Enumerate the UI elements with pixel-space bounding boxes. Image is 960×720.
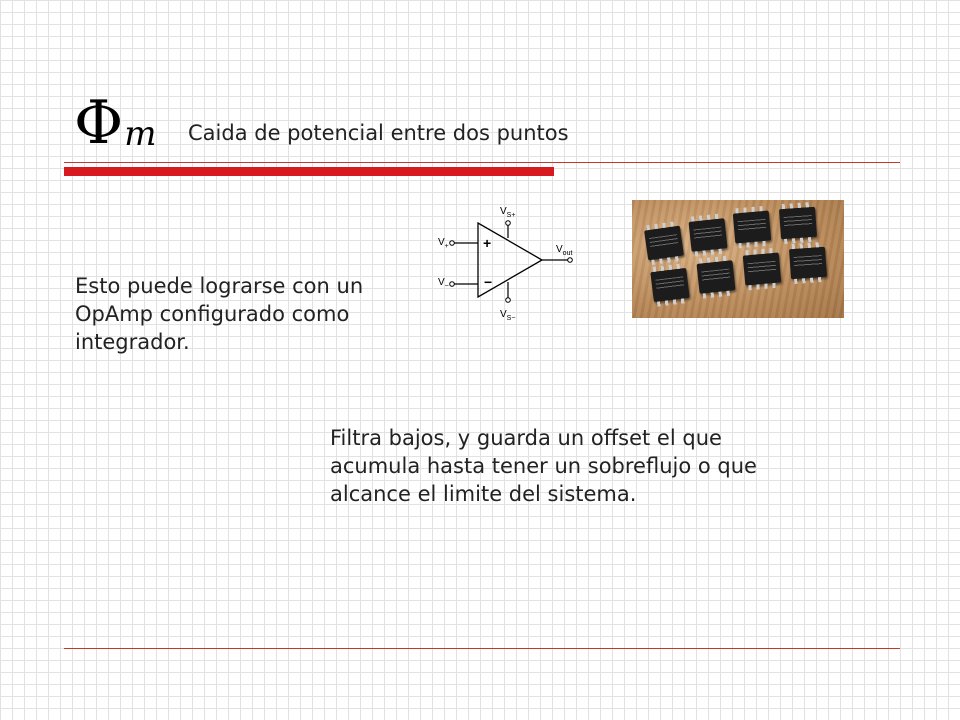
bottom-rule [64,648,900,649]
right-text: Filtra bajos, y guarda un offset el que acumula hasta tener un sobreflujo o que alcance el limite del sistema. [330,426,757,506]
label-v-plus: $V_+$ [438,237,449,250]
ic-chip [779,207,817,239]
label-vs-minus: $V_{S-}$ [500,309,516,322]
ic-chip [743,252,781,285]
label-vs-plus: $V_{S+}$ [500,206,516,219]
left-text: Esto puede lograrse con un OpAmp configurado como integrador. [75,274,364,354]
opamp-supply-plus-node [506,221,511,226]
opamp-supply-minus-node [506,298,511,303]
title-rule-thick [64,167,554,176]
phi-glyph: Φ [74,88,124,158]
phi-subscript: m [124,114,157,154]
ic-chip [789,247,827,279]
opamp-input-minus-node [450,282,455,287]
ic-chip [644,226,684,261]
ic-chip [697,260,736,294]
ic-chip [650,268,689,302]
slide-title: Caida de potencial entre dos puntos [188,121,569,145]
opamp-plus-sign: + [483,235,492,251]
opamp-output-node [568,258,573,263]
ic-chips-photo [632,200,844,318]
ic-chip [733,210,771,243]
opamp-diagram [430,200,590,325]
opamp-input-plus-node [450,241,455,246]
title-rule-thin [64,162,900,163]
opamp-minus-sign: − [484,274,493,290]
label-v-out: $V_{out}$ [556,244,573,257]
ic-chip [689,218,728,252]
phi-m-symbol [74,88,166,158]
label-v-minus: $V_-$ [438,277,449,290]
